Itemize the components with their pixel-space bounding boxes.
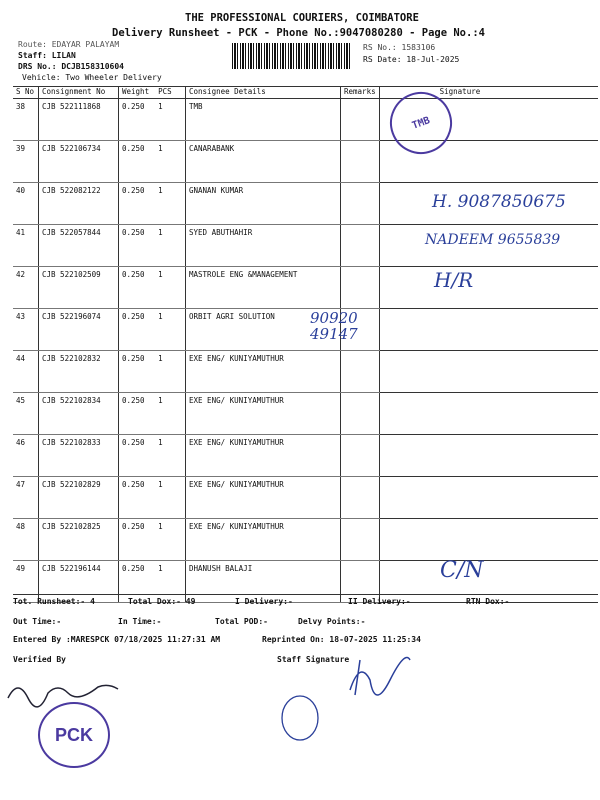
- weight-pcs: [119, 519, 186, 561]
- table-row: [13, 267, 598, 309]
- row-sno: 41: [13, 225, 39, 267]
- consignee-details: CANARABANK: [186, 141, 341, 183]
- staff-signature: [350, 658, 410, 696]
- rtn-dox: RTN Dox:-: [466, 597, 510, 606]
- row-sno: 46: [13, 435, 39, 477]
- table-row: [13, 309, 598, 351]
- weight-pcs: [119, 351, 186, 393]
- table-row: [13, 393, 598, 435]
- row-sno: 45: [13, 393, 39, 435]
- row-sno: 40: [13, 183, 39, 225]
- table-row: [13, 561, 598, 603]
- col-consignment: Consignment No: [39, 87, 119, 99]
- runsheet-subtitle: Delivery Runsheet - PCK - Phone No.:9047080280 - Page No.:4: [112, 27, 485, 39]
- ii-delivery: II Delivery:-: [348, 597, 411, 606]
- consignment-no: CJB 522102832: [39, 351, 119, 393]
- weight-pcs: [119, 309, 186, 351]
- remarks: [341, 393, 380, 435]
- row-sno: 38: [13, 99, 39, 141]
- consignment-no: CJB 522102509: [39, 267, 119, 309]
- total-dox: Total Dox:- 49: [128, 597, 196, 606]
- signature-cell: [379, 267, 598, 309]
- pcs: 1: [158, 564, 163, 573]
- col-sno: S No: [13, 87, 39, 99]
- consignment-no: CJB 522102833: [39, 435, 119, 477]
- consignment-no: CJB 522196144: [39, 561, 119, 603]
- out-time: Out Time:-: [13, 617, 62, 626]
- weight-pcs: [119, 477, 186, 519]
- consignee-details: EXE ENG/ KUNIYAMUTHUR: [186, 519, 341, 561]
- handwriting-row41: NADEEM 9655839: [425, 232, 561, 248]
- consignee-details: GNANAN KUMAR: [186, 183, 341, 225]
- row-sno: 48: [13, 519, 39, 561]
- consignee-details: EXE ENG/ KUNIYAMUTHUR: [186, 435, 341, 477]
- col-remarks: Remarks: [341, 87, 380, 99]
- vehicle: Vehicle: Two Wheeler Delivery: [22, 73, 162, 82]
- weight: 0.250: [122, 270, 145, 279]
- col-weight-pcs: Weight PCS: [119, 87, 186, 99]
- weight: 0.250: [122, 228, 145, 237]
- handwriting-row49: C/N: [440, 558, 484, 583]
- page-number-circle: [282, 696, 318, 740]
- remarks: [341, 477, 380, 519]
- weight: 0.250: [122, 186, 145, 195]
- row-sno: 39: [13, 141, 39, 183]
- pcs: 1: [158, 228, 163, 237]
- consignment-table: [13, 86, 598, 603]
- pcs: 1: [158, 438, 163, 447]
- signature-cell: [379, 435, 598, 477]
- pcs: 1: [158, 312, 163, 321]
- table-row: [13, 141, 598, 183]
- row-sno: 42: [13, 267, 39, 309]
- in-time: In Time:-: [118, 617, 162, 626]
- signature-cell: [379, 393, 598, 435]
- pck-stamp: PCK: [38, 702, 110, 768]
- barcode: [232, 43, 350, 69]
- tot-runsheet: Tot. Runsheet:- 4: [13, 597, 95, 606]
- verified-by: Verified By: [13, 655, 66, 664]
- pcs: 1: [158, 144, 163, 153]
- signature-cell: [379, 519, 598, 561]
- consignment-no: CJB 522106734: [39, 141, 119, 183]
- weight-pcs: [119, 267, 186, 309]
- col-consignee: Consignee Details: [186, 87, 341, 99]
- company-title: THE PROFESSIONAL COURIERS, COIMBATORE: [185, 12, 419, 24]
- consignee-details: SYED ABUTHAHIR: [186, 225, 341, 267]
- weight-pcs: [119, 225, 186, 267]
- weight: 0.250: [122, 522, 145, 531]
- remarks: [341, 435, 380, 477]
- weight-pcs: [119, 183, 186, 225]
- signature-cell: [379, 477, 598, 519]
- pcs: 1: [158, 522, 163, 531]
- remarks: [341, 519, 380, 561]
- staff: Staff: LILAN: [18, 51, 76, 60]
- pcs: 1: [158, 480, 163, 489]
- total-pod: Total POD:-: [215, 617, 268, 626]
- table-row: [13, 99, 598, 141]
- drs-no: DRS No.: DCJB158310604: [18, 62, 124, 71]
- consignment-no: CJB 522196074: [39, 309, 119, 351]
- weight-pcs: [119, 141, 186, 183]
- consignee-details: DHANUSH BALAJI: [186, 561, 341, 603]
- consignment-no: CJB 522102829: [39, 477, 119, 519]
- weight: 0.250: [122, 480, 145, 489]
- row-sno: 49: [13, 561, 39, 603]
- rs-no: RS No.: 1583106: [363, 43, 436, 52]
- remarks: [341, 351, 380, 393]
- weight: 0.250: [122, 144, 145, 153]
- consignment-no: CJB 522102834: [39, 393, 119, 435]
- pcs: 1: [158, 186, 163, 195]
- signature-cell: [379, 351, 598, 393]
- tmb-stamp: TMB: [381, 83, 460, 162]
- reprinted-on: Reprinted On: 18-07-2025 11:25:34: [262, 635, 421, 644]
- pcs: 1: [158, 102, 163, 111]
- table-row: [13, 435, 598, 477]
- weight: 0.250: [122, 564, 145, 573]
- weight-pcs: [119, 393, 186, 435]
- consignee-details: EXE ENG/ KUNIYAMUTHUR: [186, 393, 341, 435]
- consignment-no: CJB 522057844: [39, 225, 119, 267]
- consignee-details: EXE ENG/ KUNIYAMUTHUR: [186, 477, 341, 519]
- weight: 0.250: [122, 102, 145, 111]
- consignee-details: ORBIT AGRI SOLUTION: [186, 309, 341, 351]
- rs-date: RS Date: 18-Jul-2025: [363, 55, 460, 64]
- route: Route: EDAYAR PALAYAM: [18, 40, 120, 49]
- i-delivery: I Delivery:-: [235, 597, 293, 606]
- handwriting-row42: H/R: [434, 268, 474, 292]
- weight-pcs: [119, 99, 186, 141]
- consignee-details: EXE ENG/ KUNIYAMUTHUR: [186, 351, 341, 393]
- remarks: [341, 99, 380, 141]
- table-row: [13, 351, 598, 393]
- pcs: 1: [158, 354, 163, 363]
- table-row: [13, 519, 598, 561]
- weight: 0.250: [122, 396, 145, 405]
- delvy-points: Delvy Points:-: [298, 617, 366, 626]
- staff-signature-label: Staff Signature: [277, 655, 350, 664]
- row-sno: 43: [13, 309, 39, 351]
- consignment-no: CJB 522102825: [39, 519, 119, 561]
- pcs: 1: [158, 396, 163, 405]
- weight: 0.250: [122, 312, 145, 321]
- pcs: 1: [158, 270, 163, 279]
- table-row: [13, 477, 598, 519]
- weight-pcs: [119, 435, 186, 477]
- remarks: [341, 183, 380, 225]
- row-sno: 47: [13, 477, 39, 519]
- consignment-no: CJB 522111868: [39, 99, 119, 141]
- row-sno: 44: [13, 351, 39, 393]
- consignee-details: TMB: [186, 99, 341, 141]
- weight: 0.250: [122, 354, 145, 363]
- handwriting-row43: 90920 49147: [310, 309, 358, 343]
- remarks: [341, 225, 380, 267]
- handwriting-row40: H. 9087850675: [432, 192, 566, 212]
- entered-by: Entered By :MARESPCK 07/18/2025 11:27:31 AM: [13, 635, 221, 644]
- remarks: [341, 141, 380, 183]
- remarks: [341, 267, 380, 309]
- weight: 0.250: [122, 438, 145, 447]
- consignment-no: CJB 522082122: [39, 183, 119, 225]
- consignee-details: MASTROLE ENG &MANAGEMENT: [186, 267, 341, 309]
- col-signature: Signature: [379, 87, 598, 99]
- signature-cell: [379, 309, 598, 351]
